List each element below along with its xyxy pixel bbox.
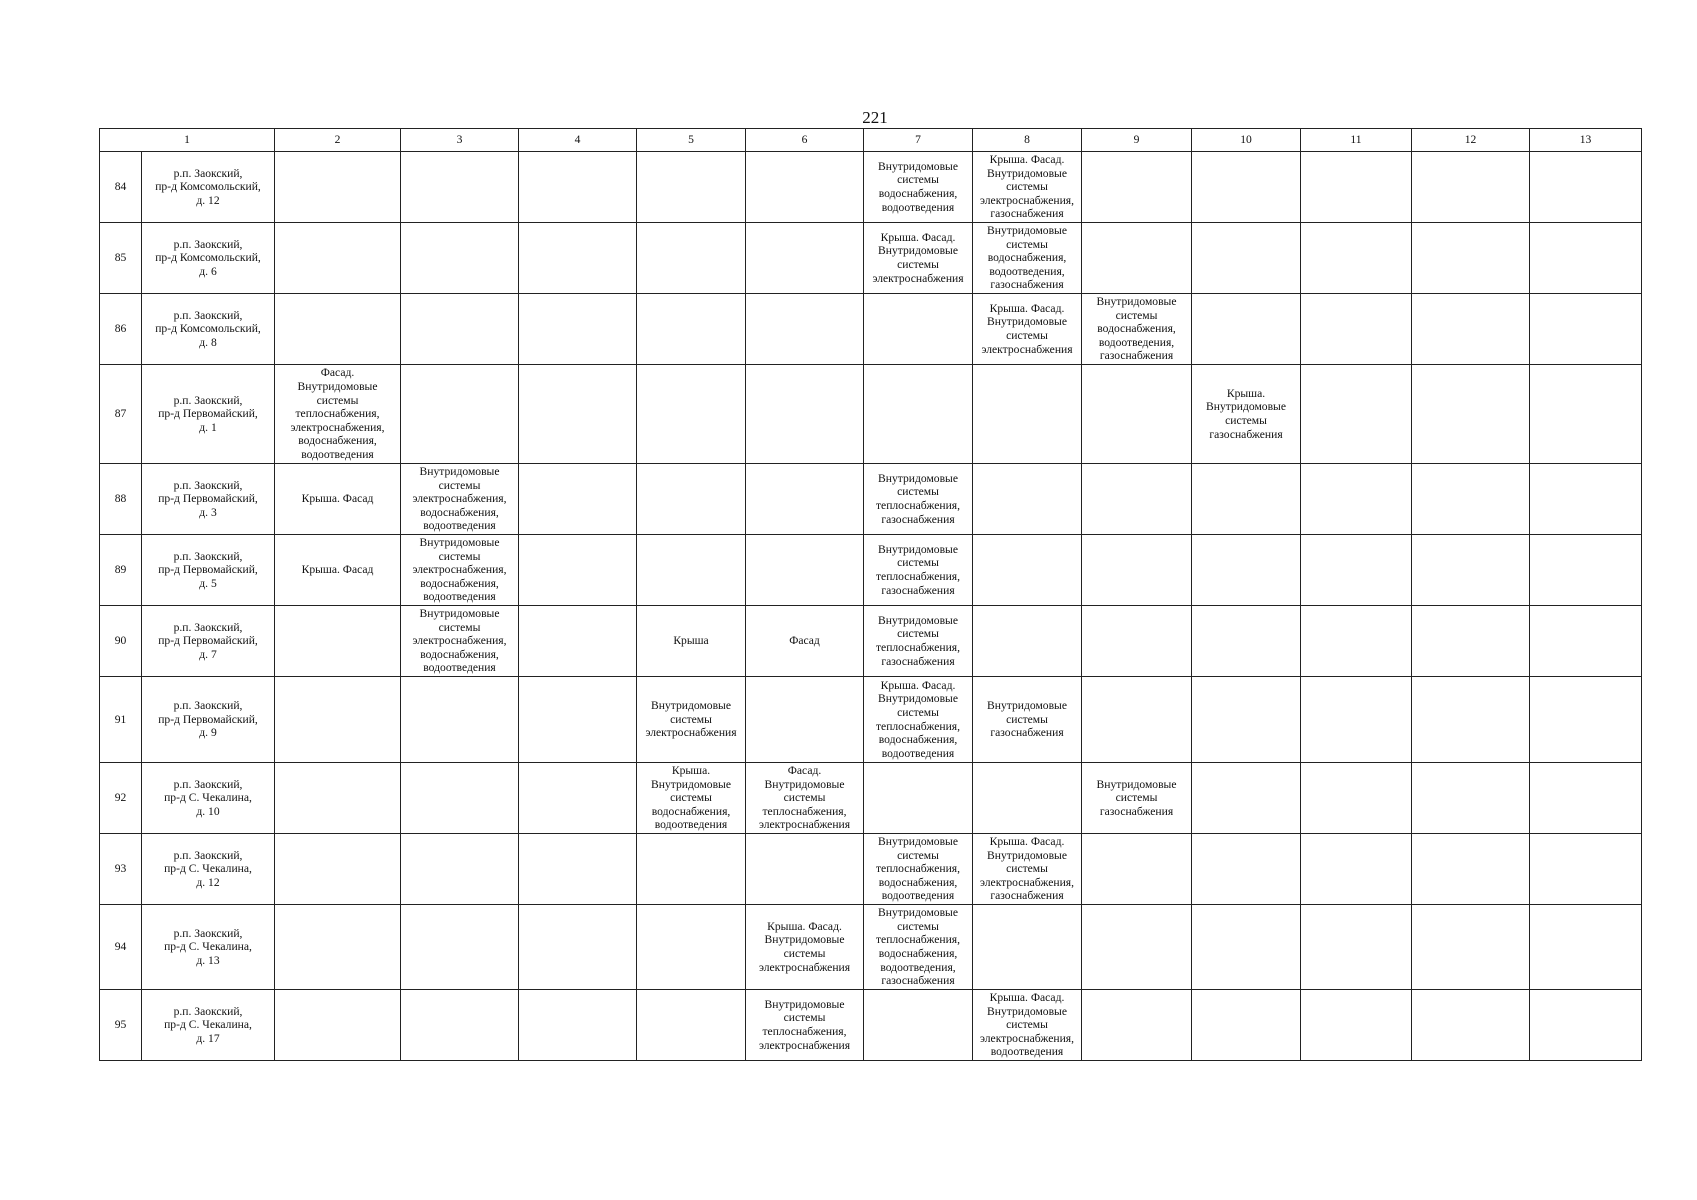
table-row: [100, 834, 1642, 905]
work-cell-col-7: [864, 990, 973, 1061]
work-cell-col-10: [1192, 294, 1301, 365]
table-row: [100, 365, 1642, 464]
repair-schedule-table: [99, 128, 1642, 1061]
work-cell-col-6: [746, 223, 864, 294]
work-cell-col-9: [1082, 535, 1192, 606]
work-cell-col-10: [1192, 677, 1301, 763]
work-cell-col-13: [1530, 535, 1642, 606]
address-cell: р.п. Заокский, пр-д С. Чекалина, д. 12: [142, 834, 275, 905]
work-cell-col-4: [519, 294, 637, 365]
work-cell-col-8: [973, 365, 1082, 464]
work-cell-col-8: Крыша. Фасад. Внутридомовые системы электроснабжения, газоснабжения: [973, 152, 1082, 223]
work-cell-col-2: [275, 834, 401, 905]
column-header: 10: [1192, 129, 1301, 152]
work-cell-col-2: Крыша. Фасад: [275, 464, 401, 535]
column-header: 12: [1412, 129, 1530, 152]
row-number-cell: 94: [100, 905, 142, 990]
work-cell-col-8: [973, 606, 1082, 677]
column-header: 9: [1082, 129, 1192, 152]
work-cell-col-3: [401, 294, 519, 365]
work-cell-col-5: [637, 990, 746, 1061]
work-cell-col-7: Внутридомовые системы теплоснабжения, газоснабжения: [864, 464, 973, 535]
work-cell-col-12: [1412, 905, 1530, 990]
work-cell-col-8: [973, 535, 1082, 606]
work-cell-col-12: [1412, 606, 1530, 677]
column-header: 1: [100, 129, 275, 152]
work-cell-col-3: [401, 152, 519, 223]
work-cell-col-8: Крыша. Фасад. Внутридомовые системы электроснабжения: [973, 294, 1082, 365]
column-header: 6: [746, 129, 864, 152]
work-cell-col-9: [1082, 365, 1192, 464]
row-number-cell: 90: [100, 606, 142, 677]
work-cell-col-12: [1412, 152, 1530, 223]
row-number-cell: 91: [100, 677, 142, 763]
work-cell-col-3: [401, 677, 519, 763]
column-header: 4: [519, 129, 637, 152]
work-cell-col-10: [1192, 990, 1301, 1061]
work-cell-col-3: [401, 763, 519, 834]
work-cell-col-11: [1301, 763, 1412, 834]
work-cell-col-7: Внутридомовые системы водоснабжения, водоотведения: [864, 152, 973, 223]
work-cell-col-12: [1412, 223, 1530, 294]
address-cell: р.п. Заокский, пр-д Первомайский, д. 3: [142, 464, 275, 535]
work-cell-col-5: [637, 464, 746, 535]
work-cell-col-2: [275, 677, 401, 763]
work-cell-col-3: Внутридомовые системы электроснабжения, водоснабжения, водоотведения: [401, 606, 519, 677]
work-cell-col-13: [1530, 464, 1642, 535]
work-cell-col-13: [1530, 294, 1642, 365]
work-cell-col-9: [1082, 464, 1192, 535]
work-cell-col-9: Внутридомовые системы газоснабжения: [1082, 763, 1192, 834]
table-row: [100, 990, 1642, 1061]
work-cell-col-9: [1082, 223, 1192, 294]
work-cell-col-7: Внутридомовые системы теплоснабжения, газоснабжения: [864, 606, 973, 677]
work-cell-col-13: [1530, 905, 1642, 990]
work-cell-col-9: [1082, 677, 1192, 763]
work-cell-col-11: [1301, 990, 1412, 1061]
work-cell-col-5: [637, 365, 746, 464]
work-cell-col-12: [1412, 677, 1530, 763]
work-cell-col-12: [1412, 990, 1530, 1061]
work-cell-col-9: [1082, 905, 1192, 990]
work-cell-col-9: [1082, 990, 1192, 1061]
work-cell-col-12: [1412, 834, 1530, 905]
work-cell-col-10: [1192, 535, 1301, 606]
work-cell-col-9: [1082, 834, 1192, 905]
work-cell-col-10: [1192, 223, 1301, 294]
address-cell: р.п. Заокский, пр-д Комсомольский, д. 12: [142, 152, 275, 223]
work-cell-col-11: [1301, 294, 1412, 365]
work-cell-col-5: [637, 905, 746, 990]
work-cell-col-7: Внутридомовые системы теплоснабжения, водоснабжения, водоотведения, газоснабжения: [864, 905, 973, 990]
work-cell-col-6: Фасад. Внутридомовые системы теплоснабжения, электроснабжения: [746, 763, 864, 834]
table-row: [100, 223, 1642, 294]
address-cell: р.п. Заокский, пр-д Первомайский, д. 1: [142, 365, 275, 464]
work-cell-col-8: Крыша. Фасад. Внутридомовые системы электроснабжения, водоотведения: [973, 990, 1082, 1061]
work-cell-col-5: [637, 152, 746, 223]
work-cell-col-2: [275, 606, 401, 677]
table-row: [100, 464, 1642, 535]
row-number-cell: 92: [100, 763, 142, 834]
work-cell-col-3: [401, 365, 519, 464]
column-header: 2: [275, 129, 401, 152]
work-cell-col-6: [746, 152, 864, 223]
work-cell-col-4: [519, 223, 637, 294]
work-cell-col-8: [973, 905, 1082, 990]
work-cell-col-7: Внутридомовые системы теплоснабжения, водоснабжения, водоотведения: [864, 834, 973, 905]
work-cell-col-2: [275, 905, 401, 990]
work-cell-col-4: [519, 535, 637, 606]
column-header: 5: [637, 129, 746, 152]
work-cell-col-7: Крыша. Фасад. Внутридомовые системы электроснабжения: [864, 223, 973, 294]
work-cell-col-6: [746, 677, 864, 763]
address-cell: р.п. Заокский, пр-д Комсомольский, д. 8: [142, 294, 275, 365]
work-cell-col-6: Внутридомовые системы теплоснабжения, электроснабжения: [746, 990, 864, 1061]
table-row: [100, 535, 1642, 606]
work-cell-col-5: [637, 834, 746, 905]
table-body: [100, 152, 1642, 1061]
work-cell-col-3: Внутридомовые системы электроснабжения, водоснабжения, водоотведения: [401, 535, 519, 606]
work-cell-col-11: [1301, 535, 1412, 606]
column-header: 13: [1530, 129, 1642, 152]
work-cell-col-4: [519, 464, 637, 535]
row-number-cell: 93: [100, 834, 142, 905]
address-cell: р.п. Заокский, пр-д С. Чекалина, д. 13: [142, 905, 275, 990]
work-cell-col-6: Крыша. Фасад. Внутридомовые системы электроснабжения: [746, 905, 864, 990]
work-cell-col-3: [401, 223, 519, 294]
table-row: [100, 152, 1642, 223]
work-cell-col-13: [1530, 990, 1642, 1061]
work-cell-col-2: [275, 294, 401, 365]
work-cell-col-3: [401, 905, 519, 990]
work-cell-col-8: Внутридомовые системы газоснабжения: [973, 677, 1082, 763]
work-cell-col-8: Внутридомовые системы водоснабжения, водоотведения, газоснабжения: [973, 223, 1082, 294]
work-cell-col-12: [1412, 763, 1530, 834]
row-number-cell: 95: [100, 990, 142, 1061]
work-cell-col-9: [1082, 606, 1192, 677]
work-cell-col-11: [1301, 677, 1412, 763]
work-cell-col-12: [1412, 365, 1530, 464]
work-cell-col-13: [1530, 606, 1642, 677]
work-cell-col-7: [864, 365, 973, 464]
work-cell-col-6: [746, 294, 864, 365]
table-row: [100, 606, 1642, 677]
table-row: [100, 294, 1642, 365]
table-row: [100, 905, 1642, 990]
work-cell-col-4: [519, 905, 637, 990]
row-number-cell: 85: [100, 223, 142, 294]
work-cell-col-7: [864, 763, 973, 834]
work-cell-col-11: [1301, 152, 1412, 223]
work-cell-col-9: [1082, 152, 1192, 223]
row-number-cell: 88: [100, 464, 142, 535]
address-cell: р.п. Заокский, пр-д Комсомольский, д. 6: [142, 223, 275, 294]
work-cell-col-2: Фасад. Внутридомовые системы теплоснабжения, электроснабжения, водоснабжения, водоотведения: [275, 365, 401, 464]
column-header: 7: [864, 129, 973, 152]
address-cell: р.п. Заокский, пр-д Первомайский, д. 9: [142, 677, 275, 763]
work-cell-col-3: [401, 990, 519, 1061]
work-cell-col-13: [1530, 677, 1642, 763]
work-cell-col-3: Внутридомовые системы электроснабжения, водоснабжения, водоотведения: [401, 464, 519, 535]
work-cell-col-4: [519, 365, 637, 464]
row-number-cell: 87: [100, 365, 142, 464]
work-cell-col-8: Крыша. Фасад. Внутридомовые системы электроснабжения, газоснабжения: [973, 834, 1082, 905]
work-cell-col-7: Внутридомовые системы теплоснабжения, газоснабжения: [864, 535, 973, 606]
work-cell-col-10: [1192, 464, 1301, 535]
column-header: 11: [1301, 129, 1412, 152]
work-cell-col-2: [275, 763, 401, 834]
work-cell-col-9: Внутридомовые системы водоснабжения, водоотведения, газоснабжения: [1082, 294, 1192, 365]
work-cell-col-4: [519, 152, 637, 223]
row-number-cell: 84: [100, 152, 142, 223]
work-cell-col-6: [746, 464, 864, 535]
work-cell-col-6: Фасад: [746, 606, 864, 677]
work-cell-col-13: [1530, 152, 1642, 223]
work-cell-col-4: [519, 677, 637, 763]
work-cell-col-5: [637, 223, 746, 294]
work-cell-col-7: Крыша. Фасад. Внутридомовые системы теплоснабжения, водоснабжения, водоотведения: [864, 677, 973, 763]
work-cell-col-13: [1530, 223, 1642, 294]
work-cell-col-7: [864, 294, 973, 365]
table-row: [100, 763, 1642, 834]
table-header-row: [100, 129, 1642, 152]
work-cell-col-8: [973, 464, 1082, 535]
work-cell-col-2: [275, 223, 401, 294]
work-cell-col-12: [1412, 294, 1530, 365]
work-cell-col-10: [1192, 763, 1301, 834]
address-cell: р.п. Заокский, пр-д Первомайский, д. 5: [142, 535, 275, 606]
table-row: [100, 677, 1642, 763]
work-cell-col-12: [1412, 464, 1530, 535]
work-cell-col-5: [637, 535, 746, 606]
work-cell-col-5: Крыша: [637, 606, 746, 677]
work-cell-col-10: [1192, 905, 1301, 990]
work-cell-col-5: [637, 294, 746, 365]
work-cell-col-4: [519, 990, 637, 1061]
work-cell-col-13: [1530, 365, 1642, 464]
work-cell-col-3: [401, 834, 519, 905]
column-header: 3: [401, 129, 519, 152]
address-cell: р.п. Заокский, пр-д С. Чекалина, д. 10: [142, 763, 275, 834]
column-header: 8: [973, 129, 1082, 152]
address-cell: р.п. Заокский, пр-д С. Чекалина, д. 17: [142, 990, 275, 1061]
work-cell-col-12: [1412, 535, 1530, 606]
work-cell-col-5: Крыша. Внутридомовые системы водоснабжения, водоотведения: [637, 763, 746, 834]
work-cell-col-5: Внутридомовые системы электроснабжения: [637, 677, 746, 763]
work-cell-col-10: [1192, 834, 1301, 905]
work-cell-col-11: [1301, 365, 1412, 464]
work-cell-col-11: [1301, 606, 1412, 677]
work-cell-col-6: [746, 834, 864, 905]
work-cell-col-10: Крыша. Внутридомовые системы газоснабжения: [1192, 365, 1301, 464]
work-cell-col-13: [1530, 763, 1642, 834]
work-cell-col-4: [519, 834, 637, 905]
work-cell-col-2: Крыша. Фасад: [275, 535, 401, 606]
work-cell-col-11: [1301, 905, 1412, 990]
work-cell-col-6: [746, 535, 864, 606]
work-cell-col-6: [746, 365, 864, 464]
page-number: 221: [862, 108, 888, 127]
row-number-cell: 86: [100, 294, 142, 365]
work-cell-col-4: [519, 606, 637, 677]
work-cell-col-4: [519, 763, 637, 834]
work-cell-col-13: [1530, 834, 1642, 905]
work-cell-col-8: [973, 763, 1082, 834]
row-number-cell: 89: [100, 535, 142, 606]
work-cell-col-10: [1192, 152, 1301, 223]
work-cell-col-10: [1192, 606, 1301, 677]
work-cell-col-2: [275, 152, 401, 223]
work-cell-col-11: [1301, 834, 1412, 905]
work-cell-col-11: [1301, 223, 1412, 294]
address-cell: р.п. Заокский, пр-д Первомайский, д. 7: [142, 606, 275, 677]
work-cell-col-2: [275, 990, 401, 1061]
work-cell-col-11: [1301, 464, 1412, 535]
